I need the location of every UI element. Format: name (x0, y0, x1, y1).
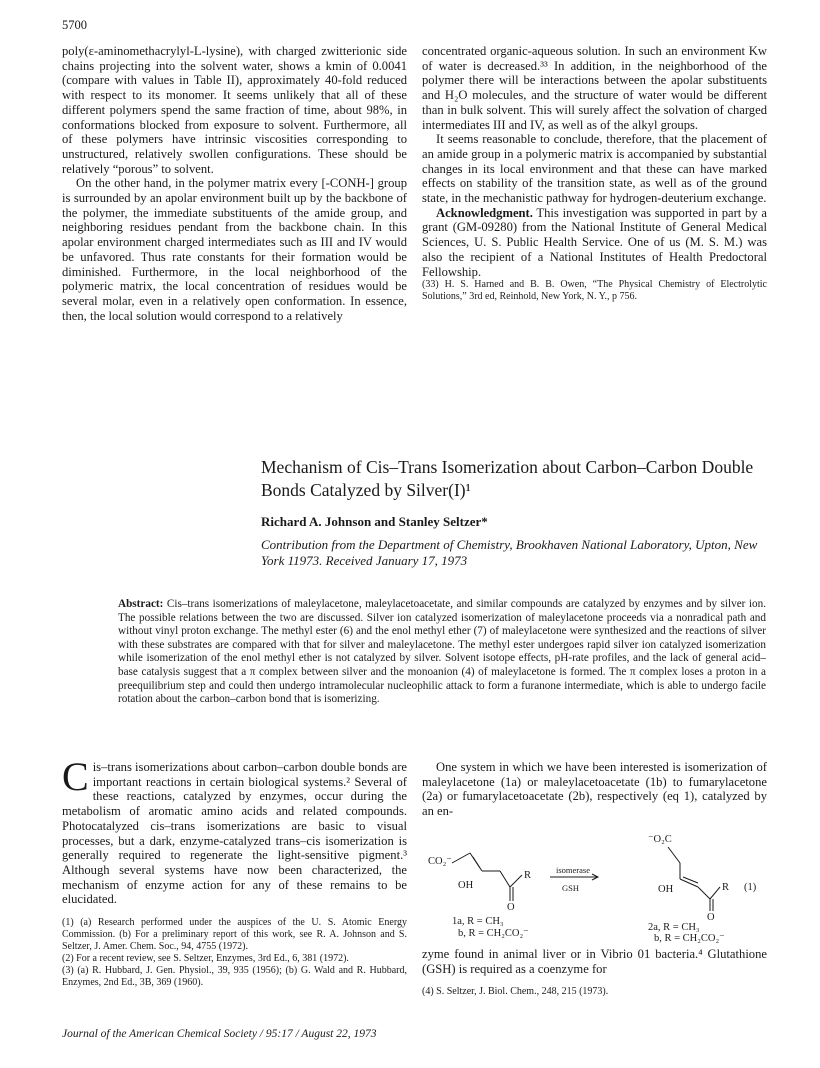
carboxylate-label: CO₂⁻ (428, 855, 452, 867)
intro-text: is–trans isomerizations about carbon–carbon double bonds are important reactions in certain biological systems.² Several of these reactions, catalyzed by enzymes, occur during the metabolism of aromatic amino acids and related compounds. Photocatalyzed cis–trans isomerizations are basic to visual processes, but a dark, enzyme-catalyzed trans–cis isomerization is generally required to regenerate the light-sensitive pigment.³ Although several systems have now been characterized, the mechanism of enzyme action for any of these remains to be elucidated. (62, 760, 407, 907)
carboxylate-label: ⁻O₂C (648, 833, 672, 845)
journal-footer: Journal of the American Chemical Society / 95:17 / August 22, 1973 (62, 1028, 377, 1040)
r-group-label: R (524, 869, 532, 881)
acknowledgment-text: This investigation was supported in part by a grant (GM-09280) from the National Institute of General Medical Sciences, U. S. Public Health Service. One of us (M. S. M.) was also the recipient of a National Institutes of Health Predoctoral Fellowship. (422, 205, 767, 279)
bond-line (710, 887, 720, 899)
paragraph: zyme found in animal liver or in Vibrio 01 bacteria.⁴ Glutathione (GSH) is required as a coenzyme for (422, 946, 767, 976)
footnote-3: (3) (a) R. Hubbard, J. Gen. Physiol., 39, 935 (1956); (b) G. Wald and R. Hubbard, Enzymes, 2nd Ed., 3B, 369 (1960). (62, 965, 407, 989)
paragraph: poly(ε-aminomethacrylyl-L-lysine), with charged zwitterionic side chains projecting into the solvent water, shows a kmin of 0.0041 (compare with values in Table II), approximately 40-fold reduced with respect to its monomer. It seems unlikely that all of these different polymers spend the same fraction of time, about 98%, in conformations blocked from exposure to solvent. Furthermore, all of these polymers have intrinsic viscosities corresponding to unstructured, relatively swollen configurations. These should be relatively “porous” to solvent. (62, 44, 407, 176)
reaction-scheme (422, 825, 767, 943)
hydroxyl-label: OH (658, 883, 674, 895)
oxygen-label: O (707, 911, 715, 923)
bond-line (668, 847, 680, 863)
drop-cap: C (62, 754, 89, 799)
compound-label-1b: b, R = CH₂CO₂⁻ (458, 927, 529, 939)
footnote-4: (4) S. Seltzer, J. Biol. Chem., 248, 215 (1973). (422, 986, 609, 998)
top-right-column (422, 44, 767, 303)
article-title: Mechanism of Cis–Trans Isomerization about Carbon–Carbon Double Bonds Catalyzed by Silver(I)¹ (261, 457, 754, 500)
paragraph: It seems reasonable to conclude, therefore, that the placement of an amide group in a polymeric matrix is accompanied by substantial changes in its local environment and that these can have marked effects on stability of the transition state, as well as of the ground state, in the mechanistic pathway for hydrogen-deuterium exchange. (422, 132, 767, 206)
footnote-1: (1) (a) Research performed under the auspices of the U. S. Atomic Energy Commission. (b) For a preliminary report of this work, see R. A. Johnson and S. Seltzer, J. Amer. Chem. Soc., 94, 4755 (1972). (62, 917, 407, 953)
compound-label-2a: 2a, R = CH₃ (648, 921, 700, 933)
bond-line (500, 871, 510, 887)
arrow-bottom-label: GSH (562, 882, 580, 893)
paragraph: concentrated organic-aqueous solution. In such an environment Kw of water is decreased.³³ In addition, in the neighborhood of the polymer there will be interactions between the apolar substituents and H₂O molecules, and the structure of water would be different than in bulk solvent. This will surely affect the solvation of charged intermediates III and IV, as well as of the alkyl groups. (422, 44, 767, 132)
equation-number: (1) (744, 881, 757, 893)
bond-line (698, 887, 710, 899)
authors: Richard A. Johnson and Stanley Seltzer* (261, 514, 488, 529)
r-group-label: R (722, 881, 730, 893)
affiliation: Contribution from the Department of Chemistry, Brookhaven National Laboratory, Upton, New York 11973. Received January 17, 1973 (261, 537, 758, 568)
abstract-text: Cis–trans isomerizations of maleylacetone, maleylacetoacetate, and similar compounds are catalyzed by enzymes and by silver ion. The possible relations between the two are discussed. Silver ion catalyzed isomerization of maleylacetone proceeds via a nonradical path and without vinyl proton exchange. The methyl ester (6) and the enol methyl ether (7) of maleylacetone were synthesized and the reactions of silver with these substrates are compared with that for silver and maleylacetone. The methyl ester undergoes rapid silver ion catalyzed isomerization while isomerization of the enol methyl ether is not catalyzed by silver. Solvent isotope effects, pH-rate profiles, and the lack of general acid–base catalysis suggest that a π complex between silver and the monoanion (4) of maleylacetone is formed. The π complex loses a proton in a preequilibrium step and could then undergo intramolecular nucleophilic attack to form a furanone intermediate, which is able to undergo facile rotation about the carbon–carbon bond that is isomerizing. (118, 598, 766, 706)
bond-line (510, 875, 522, 887)
page-number: 5700 (62, 18, 87, 32)
bond-line (683, 877, 698, 883)
intro-paragraph (62, 754, 407, 907)
footnote-33: (33) H. S. Harned and B. B. Owen, “The Physical Chemistry of Electrolytic Solutions,” 3rd ed, Reinhold, New York, N. Y., p 756. (422, 279, 767, 303)
abstract-label: Abstract: (118, 598, 164, 610)
oxygen-label: O (507, 901, 515, 913)
footnote-2: (2) For a recent review, see S. Seltzer, Enzymes, 3rd Ed., 6, 381 (1972). (62, 953, 349, 965)
top-left-column (62, 44, 407, 323)
paragraph: One system in which we have been interested is isomerization of maleylacetone (1a) or maleylacetoacetate (1b) to fumarylacetone (2a) or fumarylacetoacetate (2b), respectively (eq 1), catalyzed by an en- (422, 760, 767, 819)
acknowledgment (422, 206, 767, 280)
acknowledgment-label: Acknowledgment. (436, 205, 533, 220)
bottom-right-column (422, 760, 767, 998)
arrow-top-label: isomerase (556, 864, 590, 875)
bond-line (452, 853, 470, 863)
compound-label-1a: 1a, R = CH₃ (452, 915, 504, 927)
bottom-left-column (62, 754, 407, 989)
hydroxyl-label: OH (458, 879, 474, 891)
paragraph: On the other hand, in the polymer matrix every [-CONH-] group is surrounded by an apolar environment built up by the backbone of the polymer, the immediate substituents of the amide group, and neighboring residues pendant from the backbone chain. In this apolar environment charged intermediates such as III and IV would be unfavored. Thus rate constants for their formation would be diminished. Furthermore, in the local neighborhood of the polymeric matrix, the local concentration of residues would be several molar, even in a relatively open conformation. In essence, then, the local solution would correspond to a relatively (62, 176, 407, 323)
compound-label-2b: b, R = CH₂CO₂⁻ (654, 932, 725, 944)
abstract (118, 598, 766, 707)
bond-line (473, 857, 480, 868)
bond-line (680, 879, 698, 887)
